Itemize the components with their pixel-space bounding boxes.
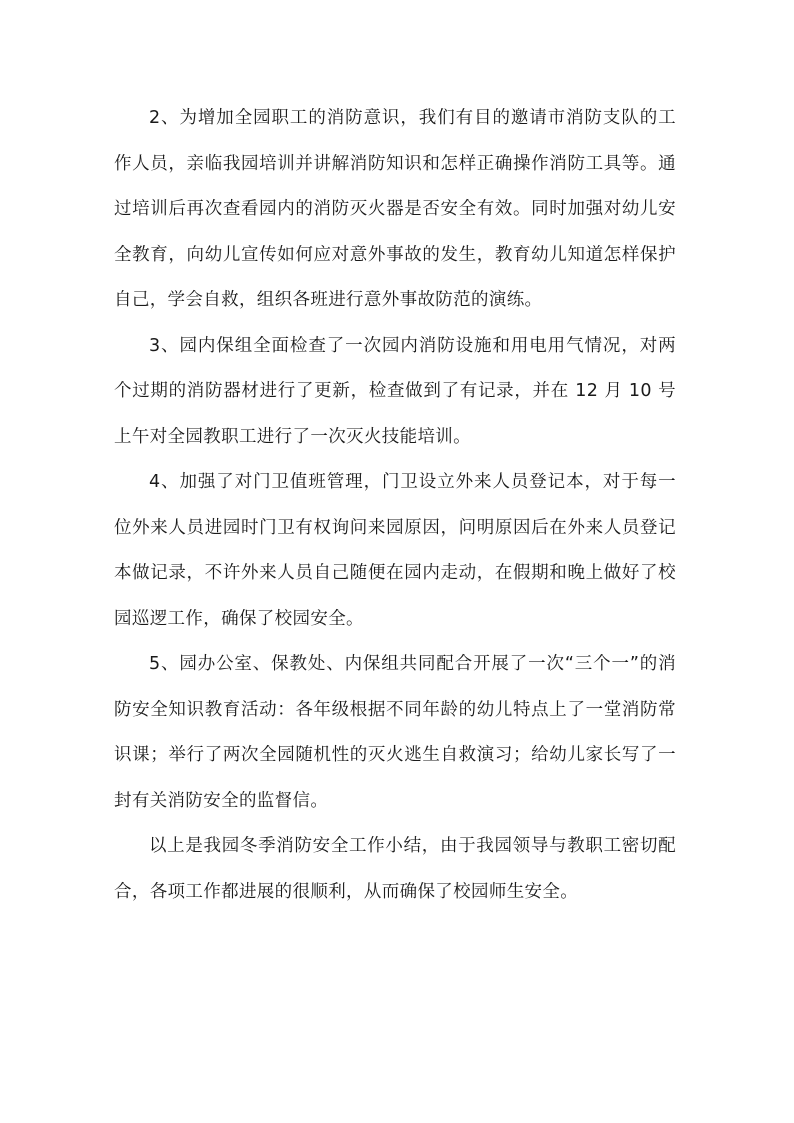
paragraph-item-3: 3、园内保组全面检查了一次园内消防设施和用电用气情况，对两个过期的消防器材进行了更新，检查做到了有记录，并在 12 月 10 号上午对全园教职工进行了一次灭火技能培训。 (114, 335, 676, 447)
document-body (114, 96, 676, 915)
paragraph-item-5: 5、园办公室、保教处、内保组共同配合开展了一次“三个一”的消防安全知识教育活动：各年级根据不同年龄的幼儿特点上了一堂消防常识课；举行了两次全园随机性的灭火逃生自救演习；给幼儿家长写了一封有关消防安全的监督信。 (114, 654, 676, 811)
paragraph-summary: 以上是我园冬季消防安全工作小结，由于我园领导与教职工密切配合，各项工作都进展的很顺利，从而确保了校园师生安全。 (114, 836, 676, 902)
paragraph-item-2: 2、为增加全园职工的消防意识，我们有目的邀请市消防支队的工作人员，亲临我园培训并讲解消防知识和怎样正确操作消防工具等。通过培训后再次查看园内的消防灭火器是否安全有效。同时加强对幼儿安全教育，向幼儿宣传如何应对意外事故的发生，教育幼儿知道怎样保护自己，学会自救，组织各班进行意外事故防范的演练。 (114, 108, 676, 310)
paragraph-item-4: 4、加强了对门卫值班管理，门卫设立外来人员登记本，对于每一位外来人员进园时门卫有权询问来园原因，问明原因后在外来人员登记本做记录，不许外来人员自己随便在园内走动，在假期和晚上做好了校园巡逻工作，确保了校园安全。 (114, 472, 676, 629)
